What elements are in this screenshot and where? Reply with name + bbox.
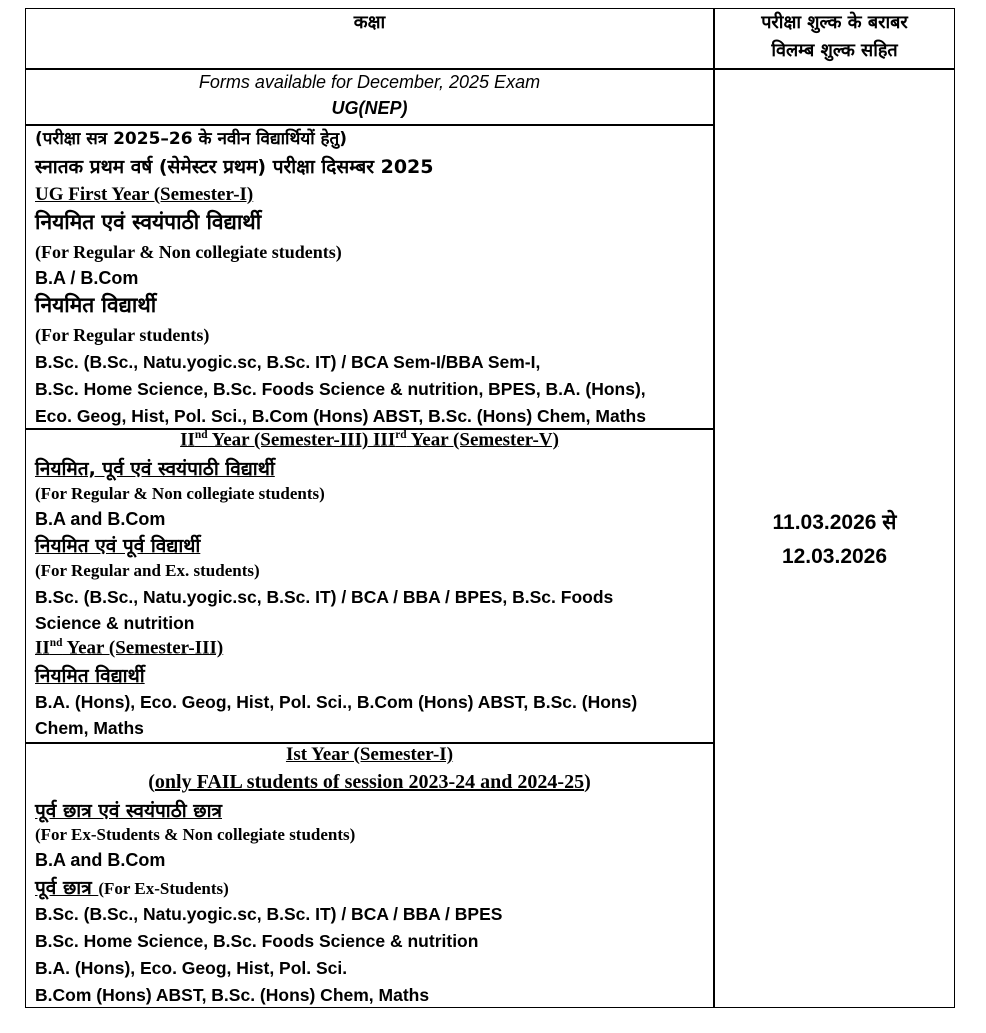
forms-available-text: Forms available for December, 2025 Exam <box>198 72 541 92</box>
section3-fail-note: (only FAIL students of session 2023-24 and 2024-25) <box>148 771 591 793</box>
section1-group1-hindi: नियमित एवं स्वयंपाठी विद्यार्थी <box>35 210 262 234</box>
section1-course-line: B.Sc. (B.Sc., Natu.yogic.sc, B.Sc. IT) / BCA Sem-I/BBA Sem-I, <box>35 352 541 372</box>
section1-english-title: UG First Year (Semester-I) <box>35 184 254 205</box>
header-fee-line2: विलम्ब शुल्क सहित <box>771 40 898 61</box>
section2-course-line: Chem, Maths <box>35 718 144 738</box>
section3-title: Ist Year (Semester-I) <box>285 744 454 765</box>
section1-group2-english: (For Regular students) <box>35 325 210 345</box>
section3-group2-heading: पूर्व छात्र (For Ex-Students) <box>35 877 229 899</box>
section2-course-line: Science & nutrition <box>35 613 195 633</box>
section1-hindi-note: (परीक्षा सत्र 2025–26 के नवीन विद्यार्थियों हेतु) <box>35 129 347 149</box>
section2-group3-hindi: नियमित विद्यार्थी <box>35 665 145 687</box>
section2-title: IInd Year (Semester-III) IIIrd Year (Semester-V) <box>180 429 559 451</box>
section3-group1-hindi: पूर्व छात्र एवं स्वयंपाठी छात्र <box>35 800 222 822</box>
section2-group1-hindi: नियमित, पूर्व एवं स्वयंपाठी विद्यार्थी <box>35 458 275 480</box>
section1-group1-english: (For Regular & Non collegiate students) <box>35 242 342 262</box>
section3-course-line: B.Com (Hons) ABST, B.Sc. (Hons) Chem, Maths <box>35 985 430 1005</box>
date-range-line1: 11.03.2026 से <box>772 511 897 534</box>
section3-group1-courses: B.A and B.Com <box>35 850 166 870</box>
section2-group1-courses: B.A and B.Com <box>35 509 166 529</box>
section1-course-line: B.Sc. Home Science, B.Sc. Foods Science & nutrition, BPES, B.A. (Hons), <box>35 379 646 399</box>
section3-group1-english: (For Ex-Students & Non collegiate students) <box>35 825 356 844</box>
section1-group1-courses: B.A / B.Com <box>35 268 139 288</box>
header-fee-line1: परीक्षा शुल्क के बराबर <box>761 12 908 33</box>
section2-course-line: B.A. (Hons), Eco. Geog, Hist, Pol. Sci., B.Com (Hons) ABST, B.Sc. (Hons) <box>35 692 638 712</box>
section1-group2-hindi: नियमित विद्यार्थी <box>35 293 157 317</box>
section1-hindi-title: स्नातक प्रथम वर्ष (सेमेस्टर प्रथम) परीक्षा दिसम्बर 2025 <box>35 156 434 178</box>
section2-group1-english: (For Regular & Non collegiate students) <box>35 484 325 503</box>
section1-course-line: Eco. Geog, Hist, Pol. Sci., B.Com (Hons) ABST, B.Sc. (Hons) Chem, Maths <box>35 406 646 426</box>
date-range-line2: 12.03.2026 <box>781 545 888 568</box>
section2-subtitle: IInd Year (Semester-III) <box>35 637 224 659</box>
header-class: कक्षा <box>353 12 386 33</box>
header-divider <box>25 68 955 70</box>
section2-group2-hindi: नियमित एवं पूर्व विद्यार्थी <box>35 535 201 557</box>
section3-course-line: B.Sc. (B.Sc., Natu.yogic.sc, B.Sc. IT) / BCA / BBA / BPES <box>35 904 503 924</box>
section3-course-line: B.A. (Hons), Eco. Geog, Hist, Pol. Sci. <box>35 958 348 978</box>
section2-group2-english: (For Regular and Ex. students) <box>35 561 260 580</box>
ug-nep-label: UG(NEP) <box>331 98 408 118</box>
section2-course-line: B.Sc. (B.Sc., Natu.yogic.sc, B.Sc. IT) / BCA / BBA / BPES, B.Sc. Foods <box>35 587 614 607</box>
section3-course-line: B.Sc. Home Science, B.Sc. Foods Science & nutrition <box>35 931 479 951</box>
